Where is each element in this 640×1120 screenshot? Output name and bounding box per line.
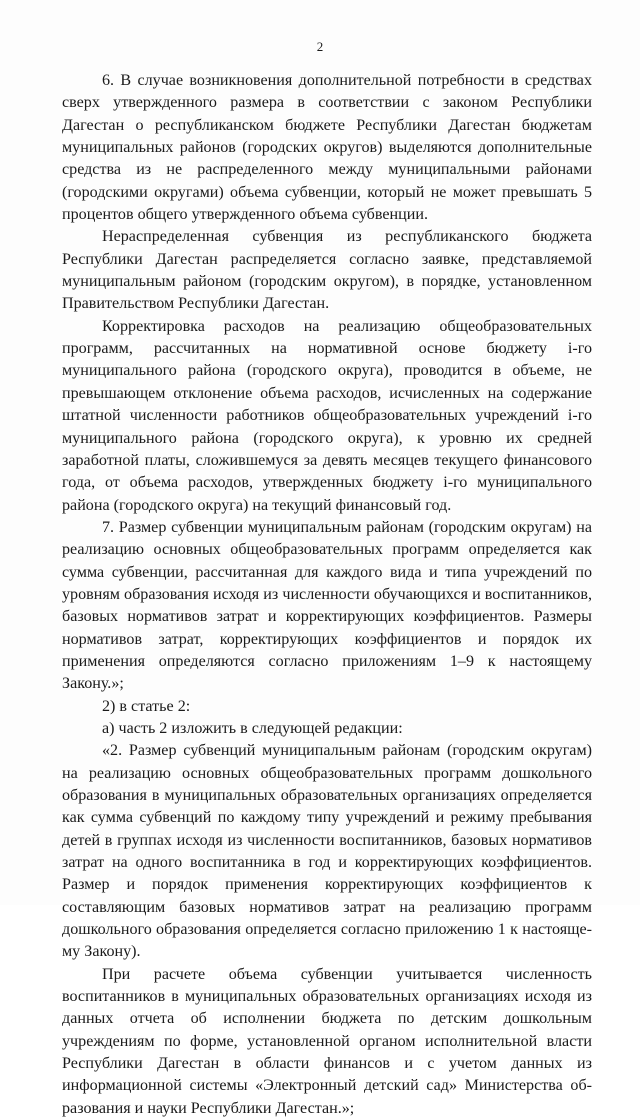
paragraph-pupil-count: При расчете объема субвенции учитывается численность воспитанников в муниципальных образовательных организациях исходя из данных отчета об исполнении бюджета по детским дошкольным учреждениям по форме, установленной органом исполнительной власти Республики Дагестан в области финансов и с учетом данных из информационной системы «Электронный детский сад» Министерства образования и науки Республики Дагестан.»; (62, 965, 592, 1117)
paragraph-item-7: 7. Размер субвенции муниципальным районам (городским округам) на реализацию основных общеобразовательных программ определяется как сумма субвенции, рассчитанная для каждого вида и типа учреждений по уровням образования исходя из численности обучающихся и воспитанников, базовых нормативов затрат и корректирующих коэффициентов. Размеры нормативов затрат, корректирующих коэффициентов и порядок их применения определяются согласно приложениям 1–9 к настоящему Закону.»; (62, 518, 592, 693)
page-number: 2 (316, 39, 324, 54)
document-body (62, 70, 592, 1120)
paragraph-unallocated-subvention: Нераспределенная субвенция из республиканского бюджета Республики Дагестан распределяется согласно заявке, представляемой муниципальным районом (городским округом), в порядке, установленном Правительством Республики Дагестан. (62, 228, 592, 313)
paragraph-article-2: 2) в статье 2: (102, 697, 191, 715)
paragraph-expense-correction: Корректировка расходов на реализацию общеобразовательных программ, рассчитанных на нормативной основе бюджету i-го муниципального района (городского округа), проводится в объеме, не превышающем отклонение объема расходов, исчисленных на содержание штатной численности работников общеобразовательных учреждений i-го муниципального района (городского округа), к уровню их средней заработной платы, сложившемуся за девять месяцев текущего финансового года, от объема расходов, утвержденных бюджету i-го муниципального района (городского округа) на текущий финансовый год. (62, 317, 592, 514)
paragraph-item-6: 6. В случае возникновения дополнительной потребности в средствах сверх утвержденного размера в соответствии с законом Республики Дагестан о республиканском бюджете Республики Дагестан бюджетам муниципальных районов (городских округов) выделяются дополнительные средства из не распределенного между муниципальными районами (городскими округами) объема субвенции, который не может превышать 5 процентов общего утвержденного объема субвенции. (62, 72, 592, 224)
paragraph-quoted-part-2: «2. Размер субвенций муниципальным районам (городским округам) на реализацию основных общеобразовательных программ дошкольного образования в муниципальных образовательных организациях определяется как сумма субвенций по каждому типу учреждений и режиму пребывания детей в группах исходя из численности воспитанников, базовых нормативов затрат на одного воспитанника в год и корректирующих коэффициентов. Размер и порядок применения корректирующих коэффициентов к составляющим базовых нормативов затрат на реализацию программ дошкольного образования определяется согласно приложению 1 к настоящему Закону). (62, 742, 592, 961)
paragraph-part-2-amendment: а) часть 2 изложить в следующей редакции: (102, 719, 403, 737)
